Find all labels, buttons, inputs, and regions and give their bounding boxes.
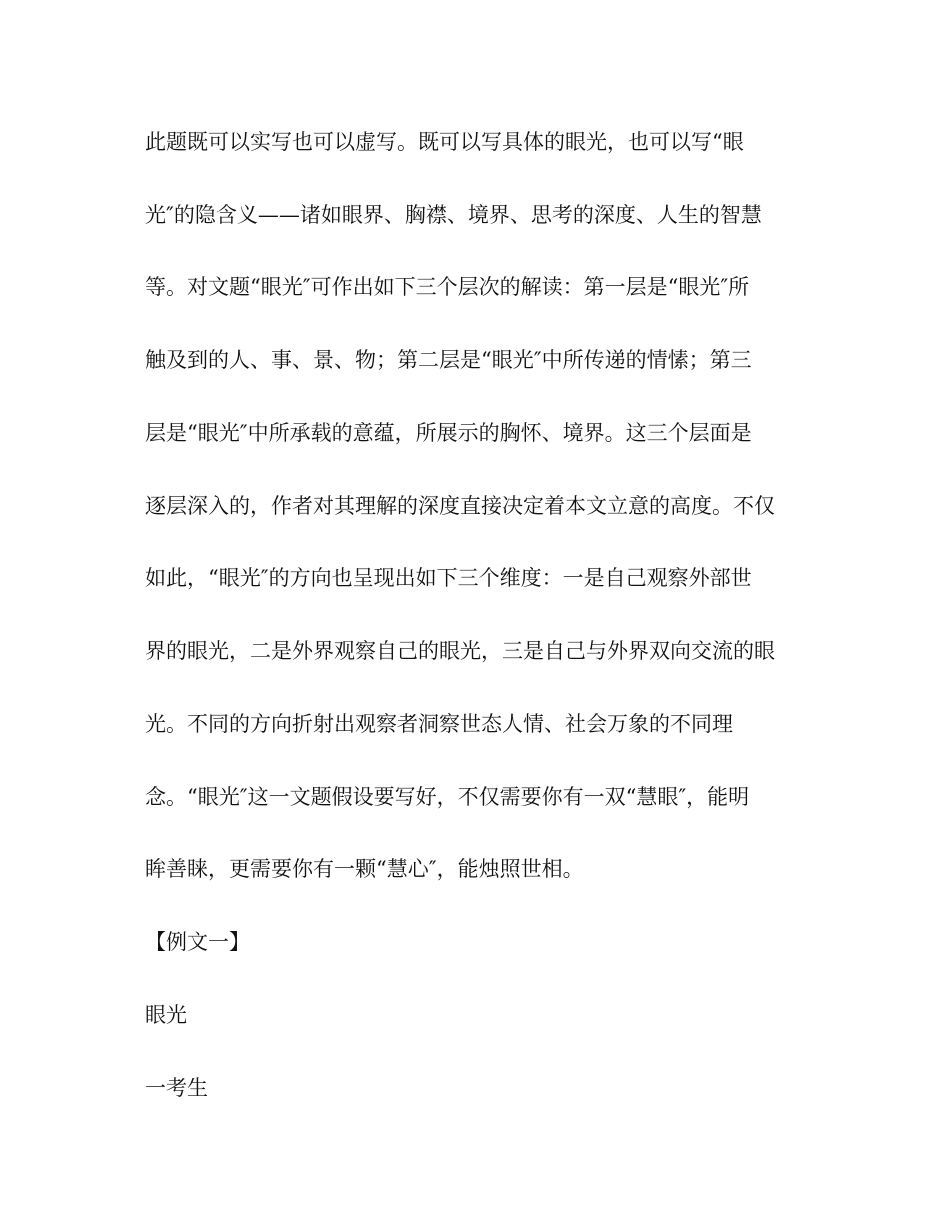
essay-title: 眼光	[145, 1003, 187, 1027]
paragraph-line-4: 触及到的人、事、景、物；第二层是“眼光″中所传递的情愫；第三	[145, 348, 752, 372]
paragraph-line-10: 念。“眼光″这一文题假设要写好，不仅需要你有一双“慧眼″，能明	[145, 785, 750, 809]
paragraph-line-5: 层是“眼光″中所承载的意蕴，所展示的胸怀、境界。这三个层面是	[145, 421, 752, 445]
paragraph-line-11: 眸善睐，更需要你有一颗“慧心″，能烛照世相。	[145, 857, 584, 881]
paragraph-line-1: 此题既可以实写也可以虚写。既可以写具体的眼光，也可以写“眼	[145, 130, 744, 154]
paragraph-line-3: 等。对文题“眼光″可作出如下三个层次的解读：第一层是“眼光″所	[145, 275, 750, 299]
essay-author: 一考生	[145, 1076, 208, 1100]
paragraph-line-8: 界的眼光，二是外界观察自己的眼光，三是自己与外界双向交流的眼	[145, 639, 775, 663]
paragraph-line-6: 逐层深入的，作者对其理解的深度直接决定着本文立意的高度。不仅	[145, 494, 775, 518]
paragraph-line-7: 如此，“眼光″的方向也呈现出如下三个维度：一是自己观察外部世	[145, 566, 752, 590]
example-heading: 【例文一】	[145, 930, 250, 954]
paragraph-line-9: 光。不同的方向折射出观察者洞察世态人情、社会万象的不同理	[145, 712, 733, 736]
paragraph-line-2: 光″的隐含义——诸如眼界、胸襟、境界、思考的深度、人生的智慧	[145, 203, 762, 227]
